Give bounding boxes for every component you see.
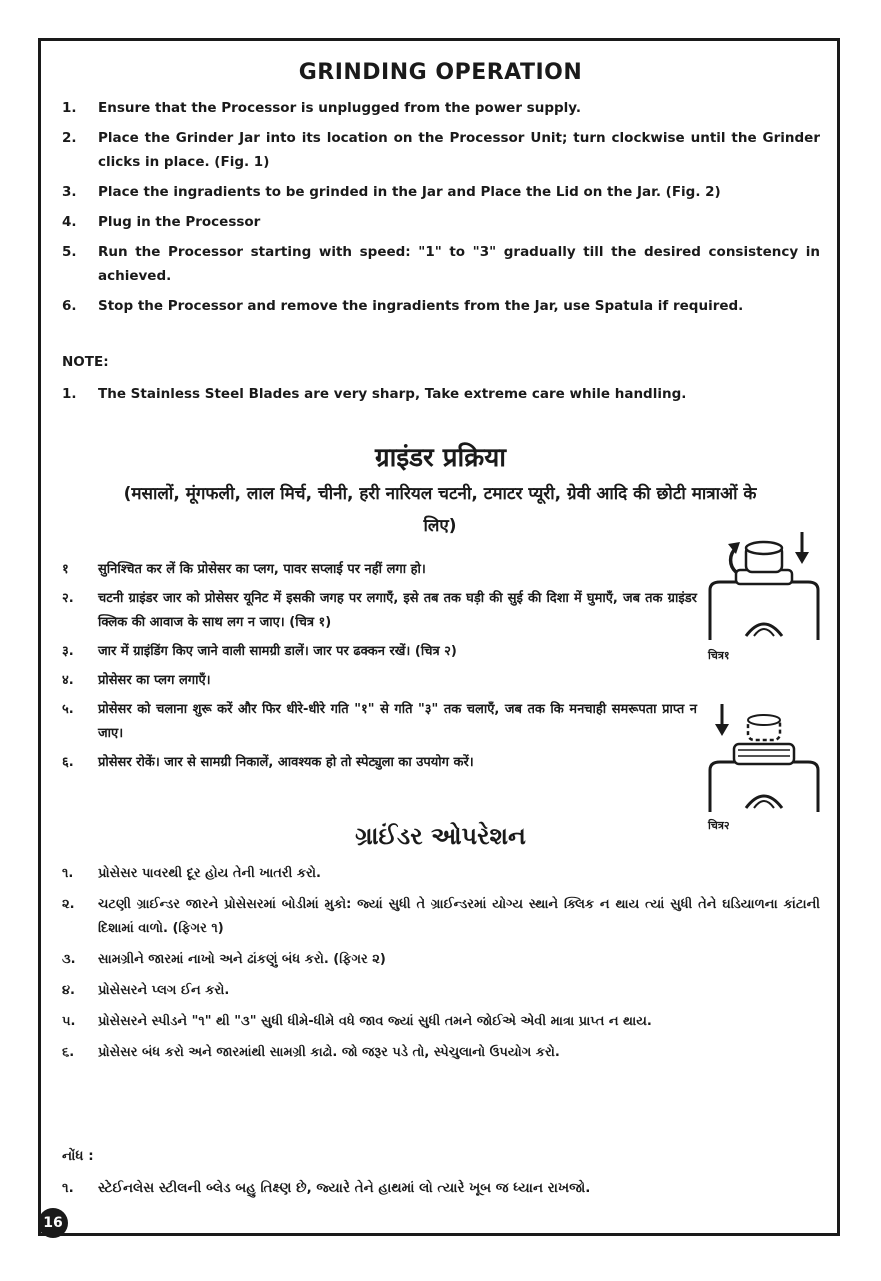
gujarati-note-label: નોંધ : <box>62 1148 94 1164</box>
step-text: Ensure that the Processor is unplugged from the power supply. <box>98 100 581 116</box>
list-item <box>62 640 697 664</box>
step-text: Place the ingradients to be grinded in the Jar and Place the Lid on the Jar. (Fig. 2) <box>98 184 721 200</box>
hindi-subtitle: (मसालों, मूंगफली, लाल मिर्च, चीनी, हरी नारियल चटनी, टमाटर प्यूरी, ग्रेवी आदि की छोटी मात्राओं के लिए) <box>123 484 757 536</box>
figure-2-label: चित्र२ <box>708 819 730 832</box>
list-item <box>62 587 697 635</box>
step-text: પ્રોસેસરને સ્પીડને "૧" થી "૩" સુધી ધીમે-ધીમે વધે જાવ જ્યાં સુધી તમને જોઈએ એવી માત્રા પ્રાપ્ત ન થાય. <box>98 1014 652 1029</box>
step-number: ३. <box>62 644 74 659</box>
step-text: Plug in the Processor <box>98 214 261 230</box>
figure-2-lid-placement <box>706 700 822 812</box>
step-text: Place the Grinder Jar into its location on the Processor Unit; turn clockwise until the Grinder clicks in place. (Fig. 1) <box>98 130 820 170</box>
english-steps-list <box>62 96 820 324</box>
english-title: GRINDING OPERATION <box>298 60 583 85</box>
step-number: ५. <box>62 702 74 717</box>
step-number: ૨. <box>62 897 75 912</box>
gujarati-steps-list <box>62 862 820 1072</box>
list-item <box>62 1010 820 1034</box>
list-item <box>62 948 820 972</box>
list-item <box>62 979 820 1003</box>
note-number: ૧. <box>62 1180 74 1196</box>
step-number: ६. <box>62 755 74 770</box>
step-text: प्रोसेसर रोकें। जार से सामग्री निकालें, आवश्यक हो तो स्पेट्युला का उपयोग करें। <box>98 755 474 770</box>
gujarati-title: ગ્રાઈંડર ઓપરેશન <box>355 822 526 850</box>
step-text: प्रोसेसर का प्लग लगाएँ। <box>98 673 211 688</box>
step-number: १ <box>62 562 69 577</box>
step-number: 1. <box>62 100 77 116</box>
step-number: 3. <box>62 184 77 200</box>
hindi-title: ग्राइंडर प्रक्रिया <box>374 443 507 473</box>
step-text: પ્રોસેસર પાવરથી દૂર હોય તેની ખાતરી કરો. <box>98 866 321 881</box>
list-item <box>62 180 820 204</box>
step-number: ૧. <box>62 866 74 881</box>
list-item <box>62 382 820 406</box>
step-number: ४. <box>62 673 74 688</box>
note-text: The Stainless Steel Blades are very sharp, Take extreme care while handling. <box>98 386 687 402</box>
step-number: 5. <box>62 244 77 260</box>
list-item <box>62 751 697 775</box>
list-item <box>62 240 820 288</box>
list-item <box>62 1176 820 1200</box>
step-number: ૬. <box>62 1045 75 1060</box>
english-note-label: NOTE: <box>62 354 109 370</box>
list-item <box>62 698 697 746</box>
page-number-badge: 16 <box>38 1208 68 1238</box>
step-text: સામગ્રીને જારમાં નાખો અને ઢાંકણું બંધ કરો. (ફિગર ૨) <box>98 952 386 967</box>
hindi-steps-list <box>62 558 697 780</box>
step-number: ૩. <box>62 952 76 967</box>
list-item <box>62 294 820 318</box>
step-number: २. <box>62 591 74 606</box>
step-text: પ્રોસેસરને પ્લગ ઈન કરો. <box>98 983 230 998</box>
step-number: 2. <box>62 130 77 146</box>
step-text: प्रोसेसर को चलाना शुरू करें और फिर धीरे-धीरे गति "१" से गति "३" तक चलाएँ, जब तक कि मनचाही समरूपता प्राप्त न जाए। <box>98 702 697 741</box>
list-item <box>62 558 697 582</box>
step-text: Run the Processor starting with speed: "1" to "3" gradually till the desired consistency in achieved. <box>98 244 820 284</box>
list-item <box>62 669 697 693</box>
figure-1-label: चित्र१ <box>708 649 730 662</box>
list-item <box>62 1041 820 1065</box>
step-number: 6. <box>62 298 77 314</box>
figure-1-grinder-jar-clockwise <box>706 528 822 640</box>
note-number: 1. <box>62 386 77 402</box>
list-item <box>62 126 820 174</box>
list-item <box>62 893 820 941</box>
note-text: સ્ટેઈનલેસ સ્ટીલની બ્લેડ બહુ તિક્ષ્ણ છે, જ્યારે તેને હાથમાં લો ત્યારે ખૂબ જ ધ્યાન રાખજો. <box>98 1180 591 1196</box>
gujarati-notes-list <box>62 1176 820 1206</box>
step-text: ચટણી ગ્રાઈન્ડર જારને પ્રોસેસરમાં બોડીમાં મુકો: જ્યાં સુધી તે ગ્રાઈન્ડરમાં યોગ્ય સ્થાને ક્લિક ન થાય ત્યાં સુધી તેને ઘડિયાળના કાંટાની દિશામાં વાળો. (ફિગર ૧) <box>98 897 820 936</box>
step-number: ૪. <box>62 983 75 998</box>
step-text: जार में ग्राइंडिंग किए जाने वाली सामग्री डालें। जार पर ढक्कन रखें। (चित्र २) <box>98 644 457 659</box>
step-text: Stop the Processor and remove the ingradients from the Jar, use Spatula if required. <box>98 298 744 314</box>
step-text: પ્રોસેસર બંધ કરો અને જારમાંથી સામગ્રી કાઢો. જો જરૂર પડે તો, સ્પેચુલાનો ઉપયોગ કરો. <box>98 1045 560 1060</box>
step-text: सुनिश्चित कर लें कि प्रोसेसर का प्लग, पावर सप्लाई पर नहीं लगा हो। <box>98 562 426 577</box>
list-item <box>62 210 820 234</box>
step-number: 4. <box>62 214 77 230</box>
english-notes-list <box>62 382 820 412</box>
list-item <box>62 862 820 886</box>
step-text: चटनी ग्राइंडर जार को प्रोसेसर यूनिट में इसकी जगह पर लगाएँ, इसे तब तक घड़ी की सुई की दिशा में घुमाएँ, जब तक ग्राइंडर क्लिक की आवाज के साथ लग न जाए। (चित्र १) <box>98 591 697 630</box>
list-item <box>62 96 820 120</box>
step-number: ૫. <box>62 1014 76 1029</box>
